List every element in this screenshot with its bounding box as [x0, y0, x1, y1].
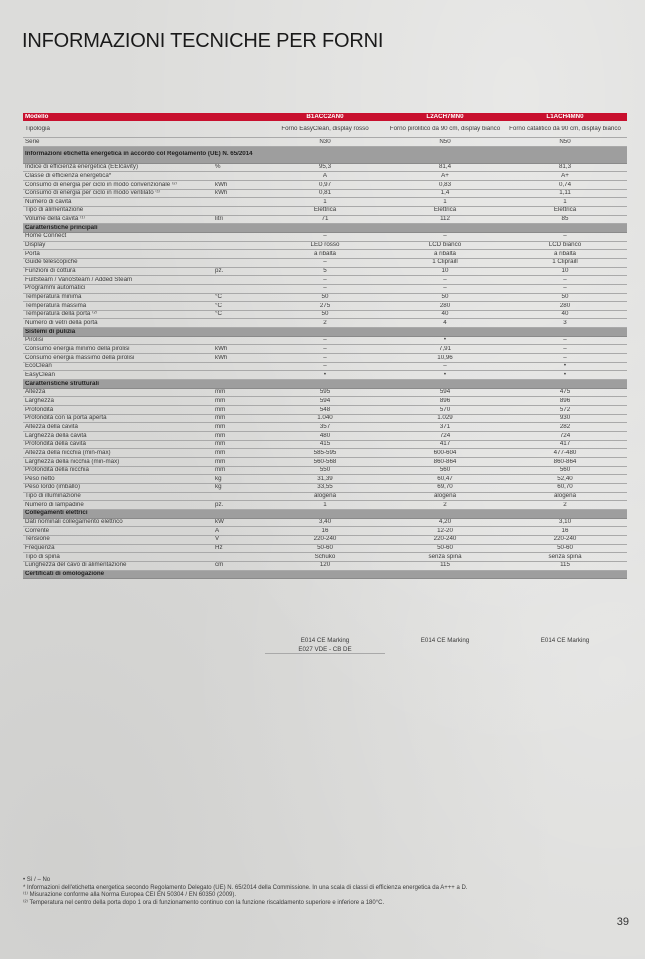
table-row: [23, 138, 627, 147]
row-unit: cm: [215, 562, 224, 569]
row-label: Consumo energia minimo della pirolisi: [25, 345, 130, 352]
row-label: Programmi automatici: [25, 285, 86, 292]
row-value: A+: [561, 172, 569, 179]
row-unit: kg: [215, 484, 222, 491]
table-row: [23, 216, 627, 225]
row-value: 280: [439, 302, 451, 309]
row-value: 50: [321, 294, 329, 301]
row-value: 60,70: [557, 484, 573, 491]
row-value: 220-240: [313, 536, 337, 543]
row-label: Profondità della nicchia: [25, 467, 89, 474]
row-value: 371: [439, 423, 451, 430]
row-value: 3: [563, 320, 567, 326]
row-label: Temperatura minima: [25, 294, 82, 301]
row-label: Consumo energia massimo della pirolisi: [25, 354, 135, 361]
table-row: [23, 242, 627, 251]
row-value: 7,91: [438, 345, 452, 352]
table-row: [23, 527, 627, 536]
row-value: LCD bianco: [548, 242, 582, 249]
table-row: [23, 164, 627, 173]
row-value: Elettrica: [553, 207, 577, 214]
table-row: [23, 423, 627, 432]
row-label: Consumo di energia per ciclo in modo convenzionale ⁽²⁾: [25, 181, 177, 188]
row-value: –: [563, 337, 567, 344]
row-value: 31,39: [317, 475, 333, 482]
row-unit: °C: [215, 294, 222, 301]
row-unit: mm: [215, 423, 226, 430]
row-value: 40: [441, 311, 449, 318]
row-value: –: [323, 354, 327, 361]
section-title: Sistemi di pulizia: [25, 328, 76, 335]
row-label: Peso netto: [25, 475, 55, 482]
row-value: a ribalta: [553, 250, 576, 257]
row-value: 594: [319, 397, 331, 404]
table-row: [23, 302, 627, 311]
row-value: 50: [321, 311, 329, 318]
row-label: Temperatura massima: [25, 302, 87, 309]
row-value: 560-568: [313, 458, 337, 465]
row-value: N30: [319, 138, 331, 145]
row-value: –: [323, 337, 327, 344]
row-unit: mm: [215, 458, 226, 465]
row-value: a ribalta: [433, 250, 456, 257]
row-value: •: [563, 371, 567, 378]
table-row: [23, 397, 627, 406]
table-row: [23, 207, 627, 216]
row-value: 50-60: [557, 545, 573, 552]
row-value: 71: [321, 216, 329, 223]
row-label: Altezza della nicchia (min-max): [25, 449, 111, 456]
row-label: Display: [25, 242, 46, 249]
section-header-row: [23, 328, 627, 337]
row-value: 0,81: [318, 190, 332, 197]
row-label: Dati nominali collegamento elettrico: [25, 519, 123, 526]
row-value: 81,3: [558, 164, 572, 171]
section-title: Caratteristiche principali: [25, 224, 98, 231]
table-row: [23, 285, 627, 294]
row-label: Tipo di alimentazione: [25, 207, 84, 214]
spec-table: [23, 113, 627, 579]
row-value: 10,96: [437, 354, 453, 361]
row-value: 52,40: [557, 475, 573, 482]
row-label: Indice di efficienza energetica (EEIcavity): [25, 164, 139, 171]
row-value: Forno EasyClean, display rosso: [281, 125, 369, 132]
row-unit: kWh: [215, 181, 228, 188]
row-value: 724: [439, 432, 451, 439]
row-value: 930: [559, 415, 571, 422]
table-row: [23, 501, 627, 510]
row-label: Larghezza della nicchia (min-max): [25, 458, 120, 465]
row-label: Larghezza: [25, 397, 54, 404]
row-value: Elettrica: [313, 207, 337, 214]
footnote: • Sì / – No: [23, 877, 51, 883]
section-header-row: [23, 510, 627, 519]
row-value: 40: [561, 311, 569, 318]
row-value: 4: [443, 320, 447, 326]
row-label: Volume della cavità ⁽¹⁾: [25, 216, 86, 223]
row-label: Lunghezza del cavo di alimentazione: [25, 562, 127, 569]
row-value: Schuko: [314, 553, 336, 560]
row-unit: mm: [215, 406, 226, 413]
row-label: Profondità con la porta aperta: [25, 415, 107, 422]
table-row: [23, 458, 627, 467]
footnote: * Informazioni dell'etichetta energetica secondo Regolamento Delegato (UE) N. 65/2014 della Commissione. In una scala di classi di efficienza energetica da A+++ a D.: [23, 884, 468, 891]
row-value: 50: [441, 294, 449, 301]
header-model-1: B1ACC2AN0: [306, 113, 344, 120]
row-value: 60,47: [437, 475, 453, 482]
row-label: Profondità della cavità: [25, 441, 86, 448]
table-row: [23, 553, 627, 562]
row-value: a ribalta: [313, 250, 336, 257]
section-header-row: [23, 147, 627, 164]
row-value: –: [563, 276, 567, 283]
row-unit: %: [215, 164, 221, 171]
row-label: Home Connect: [25, 233, 67, 240]
table-row: [23, 294, 627, 303]
row-value: 220-240: [433, 536, 457, 543]
row-value: Forno catalitico da 90 cm, display bianco: [509, 125, 621, 132]
row-value: 12-20: [437, 527, 453, 534]
section-title: Caratteristiche strutturali: [25, 380, 99, 387]
section-title: Certificati di omologazione: [25, 571, 105, 578]
row-unit: pz.: [215, 501, 224, 508]
row-value: 417: [439, 441, 451, 448]
row-value: –: [563, 233, 567, 240]
table-header-row: [23, 113, 627, 121]
row-label: Pirolisi: [25, 337, 44, 344]
table-row: [23, 562, 627, 571]
row-value: N50: [439, 138, 451, 145]
row-value: 16: [561, 527, 569, 534]
table-row: [23, 276, 627, 285]
footnotes: [23, 877, 623, 907]
row-value: –: [563, 285, 567, 292]
row-label: Tipologia: [25, 125, 50, 132]
row-label: Corrente: [25, 527, 50, 534]
row-value: 2: [323, 320, 327, 326]
row-value: 220-240: [553, 536, 577, 543]
table-row: [23, 389, 627, 398]
row-value: 50-60: [437, 545, 453, 552]
row-label: Tipo di spina: [25, 553, 60, 560]
row-unit: kWh: [215, 345, 228, 352]
row-label: Tensione: [25, 536, 50, 543]
certificate-value: E027 VDE - CB DE: [265, 646, 385, 654]
row-value: 4,20: [438, 519, 452, 526]
row-value: –: [443, 233, 447, 240]
row-unit: litri: [215, 216, 223, 223]
row-value: 0,74: [558, 181, 572, 188]
row-value: 357: [319, 423, 331, 430]
row-value: 0,83: [438, 181, 452, 188]
table-row: [23, 536, 627, 545]
row-label: Numero di lampadine: [25, 501, 84, 508]
row-value: –: [443, 276, 447, 283]
page-title: INFORMAZIONI TECNICHE PER FORNI: [22, 30, 384, 52]
row-label: EcoClean: [25, 363, 52, 370]
row-unit: kg: [215, 475, 222, 482]
row-unit: Hz: [215, 545, 223, 552]
section-title: Collegamenti elettrici: [25, 510, 88, 517]
row-value: 896: [439, 397, 451, 404]
row-value: 10: [561, 268, 569, 275]
row-unit: kWh: [215, 190, 228, 197]
row-value: alogena: [433, 493, 457, 500]
row-value: 112: [440, 216, 450, 223]
row-value: •: [563, 363, 567, 370]
row-label: Frequenza: [25, 545, 55, 552]
row-value: –: [563, 354, 567, 361]
row-value: 595: [319, 389, 331, 396]
row-value: –: [563, 345, 567, 352]
row-value: 85: [561, 216, 569, 223]
row-value: alogena: [553, 493, 577, 500]
row-label: Funzioni di cottura: [25, 268, 76, 275]
row-value: 120: [319, 562, 331, 569]
table-row: [23, 371, 627, 380]
table-row: [23, 441, 627, 450]
row-value: 33,55: [317, 484, 333, 491]
row-unit: mm: [215, 415, 226, 422]
row-unit: V: [215, 536, 220, 543]
table-row: [23, 475, 627, 484]
table-row: [23, 311, 627, 320]
row-unit: kWh: [215, 354, 228, 361]
table-row: [23, 467, 627, 476]
row-unit: mm: [215, 389, 226, 396]
row-unit: A: [215, 527, 220, 534]
row-value: 1: [443, 198, 447, 205]
certificate-value: E014 CE Marking: [420, 637, 470, 644]
row-label: Serie: [25, 138, 40, 145]
row-unit: mm: [215, 467, 226, 474]
row-value: 69,70: [437, 484, 453, 491]
row-value: 1.029: [437, 415, 453, 422]
row-value: 50-60: [317, 545, 333, 552]
certificate-row: [23, 645, 627, 654]
certificate-row: [23, 636, 627, 645]
row-value: –: [323, 233, 327, 240]
row-value: A: [322, 172, 328, 179]
row-value: –: [323, 285, 327, 292]
table-row: [23, 319, 627, 328]
row-value: 1: [323, 198, 327, 205]
row-label: Consumo di energia per ciclo in modo ventilato ⁽¹⁾: [25, 190, 161, 197]
row-unit: mm: [215, 441, 226, 448]
table-row: [23, 415, 627, 424]
row-value: 1: [323, 501, 327, 508]
row-value: –: [323, 363, 327, 370]
row-value: 3,40: [318, 519, 332, 526]
table-row: [23, 259, 627, 268]
row-value: 594: [439, 389, 451, 396]
row-value: 5: [323, 268, 327, 275]
header-model-label: Modello: [25, 113, 49, 120]
section-header-row: [23, 224, 627, 233]
table-row: [23, 493, 627, 502]
row-label: EasyClean: [25, 371, 55, 378]
table-row: [23, 233, 627, 242]
row-value: 282: [559, 423, 571, 430]
row-value: senza spina: [428, 553, 462, 560]
row-unit: mm: [215, 397, 226, 404]
row-value: 0,97: [318, 181, 332, 188]
row-value: –: [443, 363, 447, 370]
row-value: 860-864: [433, 458, 457, 465]
row-value: –: [323, 259, 327, 266]
row-label: Tipo di illuminazione: [25, 493, 81, 500]
row-value: 417: [559, 441, 571, 448]
row-label: FullSteam / VarioSteam / Added Steam: [25, 276, 133, 283]
table-row: [23, 484, 627, 493]
table-row: [23, 337, 627, 346]
row-value: 10: [441, 268, 449, 275]
row-value: 896: [559, 397, 571, 404]
row-value: 477-480: [553, 449, 577, 456]
header-model-3: L1ACH4MN0: [546, 113, 584, 120]
row-value: •: [443, 337, 447, 344]
row-unit: mm: [215, 449, 226, 456]
row-value: 724: [559, 432, 571, 439]
row-value: 3,10: [558, 519, 572, 526]
row-unit: °C: [215, 302, 222, 309]
section-header-row: [23, 571, 627, 580]
row-value: 585-595: [313, 449, 337, 456]
row-value: 570: [439, 406, 451, 413]
table-row: [23, 198, 627, 207]
row-value: Forno pirolitico da 90 cm, display bianco: [389, 125, 501, 132]
row-value: –: [443, 285, 447, 292]
row-value: 1 Clipraill: [432, 259, 458, 266]
row-value: –: [323, 345, 327, 352]
row-value: 1.040: [317, 415, 333, 422]
certificate-value: E014 CE Marking: [540, 637, 590, 644]
row-label: Classe di efficienza energetica*: [25, 172, 112, 179]
table-row: [23, 354, 627, 363]
row-value: 95,3: [318, 164, 332, 171]
table-row: [23, 345, 627, 354]
table-row: [23, 519, 627, 528]
page-number: 39: [616, 916, 629, 928]
row-value: 475: [559, 389, 571, 396]
row-value: 16: [321, 527, 329, 534]
row-value: 115: [560, 562, 570, 569]
row-value: 275: [319, 302, 331, 309]
row-value: 560: [439, 467, 451, 474]
row-value: senza spina: [548, 553, 582, 560]
row-value: 50: [561, 294, 569, 301]
footnote: ⁽¹⁾ Misurazione conforme alla Norma Europea CEI EN 50304 / EN 60350 (2009).: [23, 892, 237, 899]
row-value: 115: [440, 562, 450, 569]
row-label: Numero di cavità: [25, 198, 72, 205]
row-value: •: [443, 371, 447, 378]
table-row: [23, 190, 627, 199]
row-value: N50: [559, 138, 571, 145]
row-unit: mm: [215, 432, 226, 439]
table-row: [23, 449, 627, 458]
header-model-2: L2ACH7MN0: [426, 113, 464, 120]
table-row: [23, 545, 627, 554]
section-title: Informazioni etichetta energetica in accordo col Regolamento (UE) N. 65/2014: [25, 151, 253, 158]
row-value: A+: [441, 172, 449, 179]
row-label: Porta: [25, 250, 40, 257]
row-value: 1: [563, 198, 567, 205]
row-value: alogena: [313, 493, 337, 500]
row-label: Peso lordo (imballo): [25, 484, 81, 491]
row-value: 1,4: [440, 190, 450, 197]
footnote: ⁽²⁾ Temperatura nel centro della porta dopo 1 ora di funzionamento continuo con la funzione riscaldamento superiore e inferiore a 180°C.: [23, 899, 385, 906]
certificate-value: E014 CE Marking: [300, 637, 350, 644]
row-value: LED rosso: [310, 242, 340, 249]
row-value: 2: [563, 501, 567, 508]
section-header-row: [23, 380, 627, 389]
row-value: 560: [559, 467, 571, 474]
row-value: 480: [319, 432, 331, 439]
row-value: 280: [559, 302, 571, 309]
row-value: LCD bianco: [428, 242, 462, 249]
row-value: 600-604: [433, 449, 457, 456]
row-value: Elettrica: [433, 207, 457, 214]
row-label: Profondità: [25, 406, 54, 413]
row-label: Temperatura della porta ⁽²⁾: [25, 311, 98, 318]
table-row: [23, 406, 627, 415]
row-value: 415: [319, 441, 331, 448]
row-unit: °C: [215, 311, 222, 318]
row-value: 550: [319, 467, 331, 474]
row-label: Altezza: [25, 389, 46, 396]
table-row: [23, 181, 627, 190]
table-row: [23, 250, 627, 259]
row-value: 1 Clipraill: [552, 259, 578, 266]
certificates-block: [23, 636, 627, 654]
row-value: •: [323, 371, 327, 378]
row-value: –: [323, 276, 327, 283]
table-row: [23, 363, 627, 372]
row-label: Larghezza della cavità: [25, 432, 87, 439]
table-row: [23, 432, 627, 441]
row-label: Altezza della cavità: [25, 423, 78, 430]
table-row: [23, 172, 627, 181]
row-value: 860-864: [553, 458, 577, 465]
row-value: 572: [559, 406, 571, 413]
row-label: Guide telescopiche: [25, 259, 78, 266]
row-value: 548: [319, 406, 331, 413]
table-row: [23, 121, 627, 138]
row-label: Numero di vetri della porta: [25, 320, 98, 326]
row-value: 2: [443, 501, 447, 508]
row-unit: kW: [215, 519, 224, 526]
table-row: [23, 268, 627, 277]
row-unit: pz.: [215, 268, 224, 275]
row-value: 1,11: [559, 190, 571, 197]
row-value: 81,4: [438, 164, 452, 171]
